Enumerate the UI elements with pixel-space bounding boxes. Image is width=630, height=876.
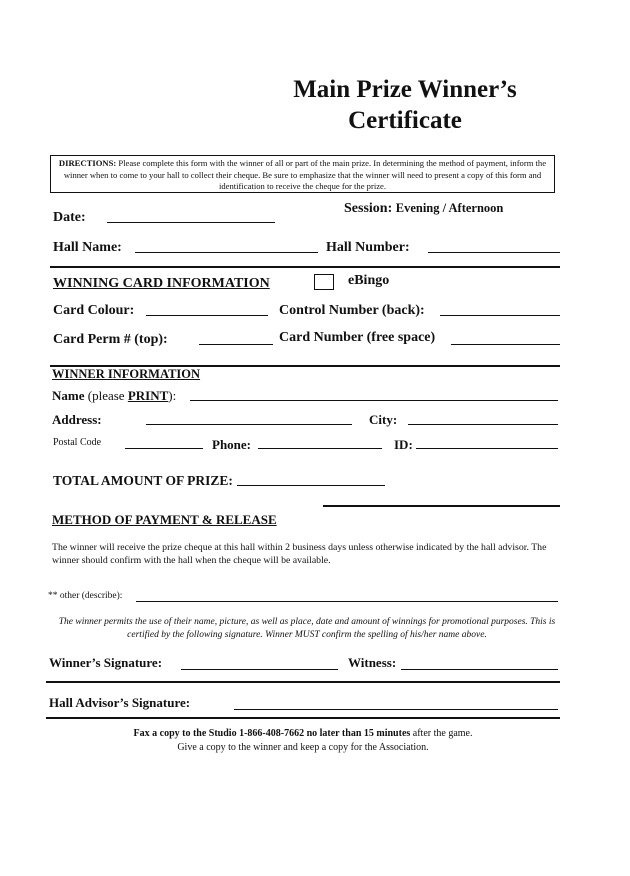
witness-label: Witness: <box>348 655 397 670</box>
session-label: Session: <box>344 201 393 216</box>
name-hint-print: PRINT <box>127 388 169 403</box>
page-title <box>255 74 555 136</box>
hall-name-label: Hall Name: <box>53 240 122 255</box>
fax-instruction-bold: Fax a copy to the Studio 1-866-408-7662 no later than 15 minutes <box>133 728 411 739</box>
total-amount-label: TOTAL AMOUNT OF PRIZE: <box>53 473 233 488</box>
ebingo-checkbox[interactable] <box>314 274 334 290</box>
witness-field[interactable] <box>401 669 558 670</box>
directions-text: Please complete this form with the winner of all or part of the main prize. In determining the method of payment, inform the winner when to come to your hall to collect their cheque. Be sure to emphasize that the winner will need to present a copy of this form and identification to receive the cheque for the prize. <box>63 158 547 191</box>
title-line-1: Main Prize Winner’s <box>293 76 517 103</box>
hall-number-label: Hall Number: <box>326 240 410 255</box>
hall-number-field[interactable] <box>428 252 560 253</box>
section-divider-5 <box>46 717 560 719</box>
card-perm-field[interactable] <box>199 344 273 345</box>
postal-code-field[interactable] <box>125 448 203 449</box>
hall-name-field[interactable] <box>135 252 318 253</box>
id-label: ID: <box>394 437 413 452</box>
phone-field[interactable] <box>258 448 382 449</box>
card-number-label: Card Number (free space) <box>279 330 436 345</box>
hall-advisor-signature-field[interactable] <box>234 709 558 710</box>
footer <box>46 727 560 755</box>
payment-heading: METHOD OF PAYMENT & RELEASE <box>52 512 277 527</box>
address-label: Address: <box>52 412 102 427</box>
section-divider-3 <box>323 505 560 507</box>
fax-instruction-rest: after the game. <box>410 728 473 739</box>
directions-label: DIRECTIONS: <box>58 158 117 168</box>
payment-text: The winner will receive the prize cheque at this hall within 2 business days unless otherwise indicated by the hall advisor. The winner should confirm with the hall when the cheque will be available. <box>52 542 547 566</box>
fax-instruction <box>46 727 560 741</box>
session-row <box>344 201 503 217</box>
date-field[interactable] <box>107 222 275 223</box>
control-number-label: Control Number (back): <box>279 303 425 318</box>
title-line-2: Certificate <box>348 107 462 134</box>
winner-signature-label: Winner’s Signature: <box>49 655 163 670</box>
city-field[interactable] <box>408 424 558 425</box>
card-perm-label: Card Perm # (top): <box>53 332 168 347</box>
phone-label: Phone: <box>212 437 251 452</box>
winner-info-heading: WINNER INFORMATION <box>52 367 201 381</box>
id-field[interactable] <box>416 448 558 449</box>
section-divider-4 <box>46 681 560 683</box>
session-value: Evening / Afternoon <box>395 201 504 215</box>
other-describe-field[interactable] <box>136 601 558 602</box>
date-label: Date: <box>53 210 86 225</box>
card-info-heading: WINNING CARD INFORMATION <box>53 276 270 291</box>
copy-instruction: Give a copy to the winner and keep a copy for the Association. <box>177 742 429 753</box>
section-divider-1 <box>50 266 560 268</box>
name-label: Name <box>52 388 85 403</box>
card-colour-field[interactable] <box>146 315 268 316</box>
total-amount-field[interactable] <box>237 485 385 486</box>
card-number-field[interactable] <box>451 344 560 345</box>
postal-code-label: Postal Code <box>53 437 102 448</box>
name-hint-pre: (please <box>87 388 128 403</box>
card-colour-label: Card Colour: <box>53 303 135 318</box>
directions-box <box>50 155 555 193</box>
hall-advisor-signature-label: Hall Advisor’s Signature: <box>49 695 191 710</box>
name-field[interactable] <box>190 400 558 401</box>
control-number-field[interactable] <box>440 315 560 316</box>
winner-signature-field[interactable] <box>181 669 338 670</box>
name-hint-post: ): <box>168 388 177 403</box>
permission-text: The winner permits the use of their name, picture, as well as place, date and amount of winnings for promotional purposes. This is certified by the following signature. Winner MUST confirm the spelling of his/her name above. <box>58 617 556 640</box>
name-label-row <box>52 388 176 404</box>
other-describe-label: ** other (describe): <box>48 591 123 601</box>
ebingo-label: eBingo <box>348 273 390 288</box>
city-label: City: <box>369 412 398 427</box>
address-field[interactable] <box>146 424 352 425</box>
